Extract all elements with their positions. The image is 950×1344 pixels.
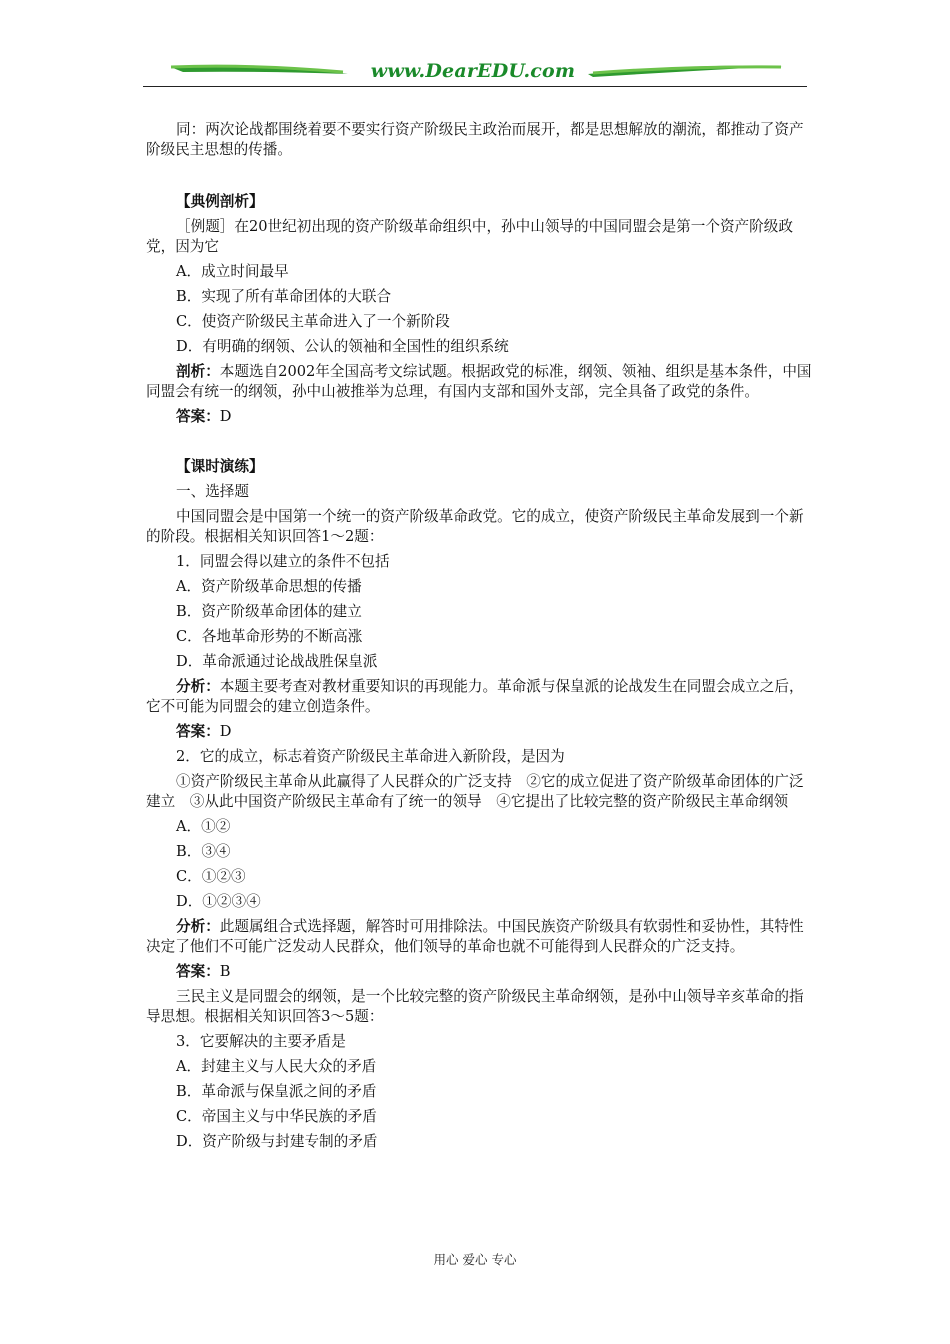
practice-intro-1: 中国同盟会是中国第一个统一的资产阶级革命政党。它的成立，使资产阶级民主革命发展到一个新的阶段。根据相关知识回答1～2题：	[146, 508, 804, 545]
answer-value: B	[219, 963, 231, 980]
answer-value: D	[219, 723, 232, 740]
example-option-b: B．实现了所有革命团体的大联合	[176, 288, 392, 305]
header-rule	[143, 86, 807, 87]
answer-value: D	[219, 408, 232, 425]
intro-paragraph: 同：两次论战都围绕着要不要实行资产阶级民主政治而展开，都是思想解放的潮流，都推动了资产阶级民主思想的传播。	[146, 121, 804, 158]
answer-label: 答案：	[176, 723, 220, 740]
question-3-stem: 3．它要解决的主要矛盾是	[176, 1033, 346, 1050]
q1-analysis	[146, 677, 812, 717]
q3-option-c: C．帝国主义与中华民族的矛盾	[176, 1108, 377, 1125]
q3-option-b: B．革命派与保皇派之间的矛盾	[176, 1083, 377, 1100]
page-header	[143, 58, 807, 90]
answer-label: 答案：	[176, 963, 220, 980]
q1-answer	[146, 722, 812, 742]
example-answer	[146, 407, 812, 427]
analysis-label: 剖析：	[176, 363, 220, 380]
q2-option-b: B．③④	[176, 843, 231, 860]
q2-items: ①资产阶级民主革命从此赢得了人民群众的广泛支持 ②它的成立促进了资产阶级革命团体的广泛建立 ③从此中国资产阶级民主革命有了统一的领导 ④它提出了比较完整的资产阶级民主革命纲领	[146, 773, 804, 810]
analysis-label: 分析：	[176, 678, 220, 695]
q2-option-c: C．①②③	[176, 868, 246, 885]
example-question: ［例题］在20世纪初出现的资产阶级革命组织中，孙中山领导的中国同盟会是第一个资产阶级政党，因为它	[146, 218, 793, 255]
q1-option-c: C．各地革命形势的不断高涨	[176, 628, 363, 645]
q2-answer	[146, 962, 812, 982]
analysis-text: 本题选自2002年全国高考文综试题。根据政党的标准，纲领、领袖、组织是基本条件，中国同盟会有统一的纲领，孙中山被推举为总理，有国内支部和国外支部，完全具备了政党的条件。	[146, 363, 812, 400]
q2-analysis	[146, 917, 812, 957]
question-2-stem: 2．它的成立，标志着资产阶级民主革命进入新阶段，是因为	[176, 748, 565, 765]
analysis-label: 分析：	[176, 918, 220, 935]
q2-option-a: A．①②	[176, 818, 231, 835]
answer-label: 答案：	[176, 408, 220, 425]
practice-part-title: 一、选择题	[176, 483, 249, 500]
example-option-a: A．成立时间最早	[176, 263, 289, 280]
page-footer: 用心 爱心 专心	[433, 1252, 517, 1267]
site-logo: www.DearEDU.com	[370, 60, 576, 82]
q3-option-d: D．资产阶级与封建专制的矛盾	[176, 1133, 378, 1150]
practice-heading: 【课时演练】	[176, 458, 264, 475]
analysis-text: 本题主要考查对教材重要知识的再现能力。革命派与保皇派的论战发生在同盟会成立之后，它不可能为同盟会的建立创造条件。	[146, 678, 804, 715]
q1-option-a: A．资产阶级革命思想的传播	[176, 578, 362, 595]
practice-intro-2: 三民主义是同盟会的纲领，是一个比较完整的资产阶级民主革命纲领，是孙中山领导辛亥革命的指导思想。根据相关知识回答3～5题：	[146, 988, 804, 1025]
q1-option-b: B．资产阶级革命团体的建立	[176, 603, 362, 620]
question-1-stem: 1．同盟会得以建立的条件不包括	[176, 553, 390, 570]
example-option-c: C．使资产阶级民主革命进入了一个新阶段	[176, 313, 450, 330]
q2-option-d: D．①②③④	[176, 893, 261, 910]
analysis-text: 此题属组合式选择题，解答时可用排除法。中国民族资产阶级具有软弱性和妥协性，其特性决定了他们不可能广泛发动人民群众，他们领导的革命也就不可能得到人民群众的广泛支持。	[146, 918, 804, 955]
example-heading: 【典例剖析】	[176, 193, 264, 210]
q1-option-d: D．革命派通过论战战胜保皇派	[176, 653, 378, 670]
example-analysis	[146, 362, 812, 402]
example-option-d: D．有明确的纲领、公认的领袖和全国性的组织系统	[176, 338, 509, 355]
q3-option-a: A．封建主义与人民大众的矛盾	[176, 1058, 377, 1075]
document-body	[146, 120, 812, 1152]
